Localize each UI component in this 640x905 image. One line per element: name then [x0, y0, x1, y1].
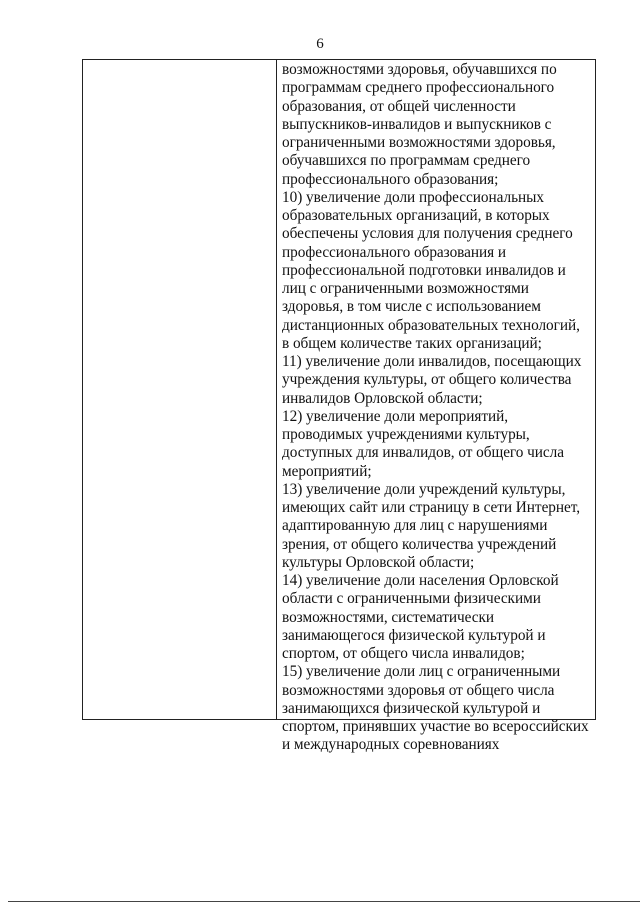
- table-text-line: образовательных организаций, в которых: [282, 207, 550, 224]
- bottom-edge-line: [8, 901, 640, 902]
- table-text-line: 12) увеличение доли мероприятий,: [282, 407, 509, 425]
- table-text-line: имеющих сайт или страницу в сети Интернет,: [282, 499, 581, 516]
- table-text-line: 10) увеличение доли профессиональных: [282, 188, 544, 206]
- table-text-line: 14) увеличение доли населения Орловской: [282, 572, 559, 589]
- table-text-line: профессионального образования;: [282, 170, 499, 188]
- table-text-line: спортом, от общего числа инвалидов;: [282, 645, 525, 662]
- table-text-line: культуры Орловской области;: [282, 553, 475, 571]
- table-text-line: спортом, принявших участие во всероссийских: [282, 718, 589, 735]
- table-right-cell: [277, 60, 595, 754]
- table-text-line: программам среднего профессионального: [282, 79, 555, 97]
- table-text-line: учреждения культуры, от общего количества: [282, 371, 572, 389]
- table-left-cell: [83, 60, 277, 719]
- table-text-line: области с ограниченными физическими: [282, 590, 541, 608]
- table-text-line: ограниченными возможностями здоровья,: [282, 134, 556, 151]
- table-text-line: дистанционных образовательных технологий,: [282, 316, 580, 334]
- document-table: [82, 59, 596, 754]
- table-text-line: занимающегося физической культурой и: [282, 626, 546, 644]
- table-text-line: возможностями здоровья от общего числа: [282, 681, 555, 699]
- page-number: 6: [316, 36, 324, 52]
- table-text-line: выпускников-инвалидов и выпускников с: [282, 115, 552, 133]
- table-text-line: профессионального образования и: [282, 243, 507, 261]
- table-text-line: зрения, от общего количества учреждений: [282, 535, 557, 553]
- table-text-line: профессиональной подготовки инвалидов и: [282, 261, 566, 279]
- table-text-line: и международных соревнованиях: [282, 736, 500, 754]
- table-text-line: 13) увеличение доли учреждений культуры,: [282, 480, 566, 498]
- table-text-line: 11) увеличение доли инвалидов, посещающих: [282, 353, 582, 370]
- table-text-line: адаптированную для лиц с нарушениями: [282, 517, 548, 535]
- table-text-line: доступных для инвалидов, от общего числа: [282, 444, 564, 462]
- table-text-line: в общем количестве таких организаций;: [282, 334, 542, 352]
- table-text-line: возможностями, систематически: [282, 608, 495, 626]
- table-text-line: лиц с ограниченными возможностями: [282, 280, 529, 297]
- table-text-line: проводимых учреждениями культуры,: [282, 426, 530, 443]
- table-text-line: занимающихся физической культурой и: [282, 699, 541, 717]
- table-text-line: здоровья, в том числе с использованием: [282, 298, 541, 316]
- table-text-line: мероприятий;: [282, 462, 372, 480]
- table-text-line: 15) увеличение доли лиц с ограниченными: [282, 663, 561, 681]
- table-text-line: обучавшихся по программам среднего: [282, 152, 531, 170]
- table-text-line: инвалидов Орловской области;: [282, 389, 483, 407]
- table-text-line: образования, от общей численности: [282, 97, 516, 115]
- table-text-line: обеспечены условия для получения среднего: [282, 225, 573, 243]
- table-text-line: возможностями здоровья, обучавшихся по: [282, 61, 557, 78]
